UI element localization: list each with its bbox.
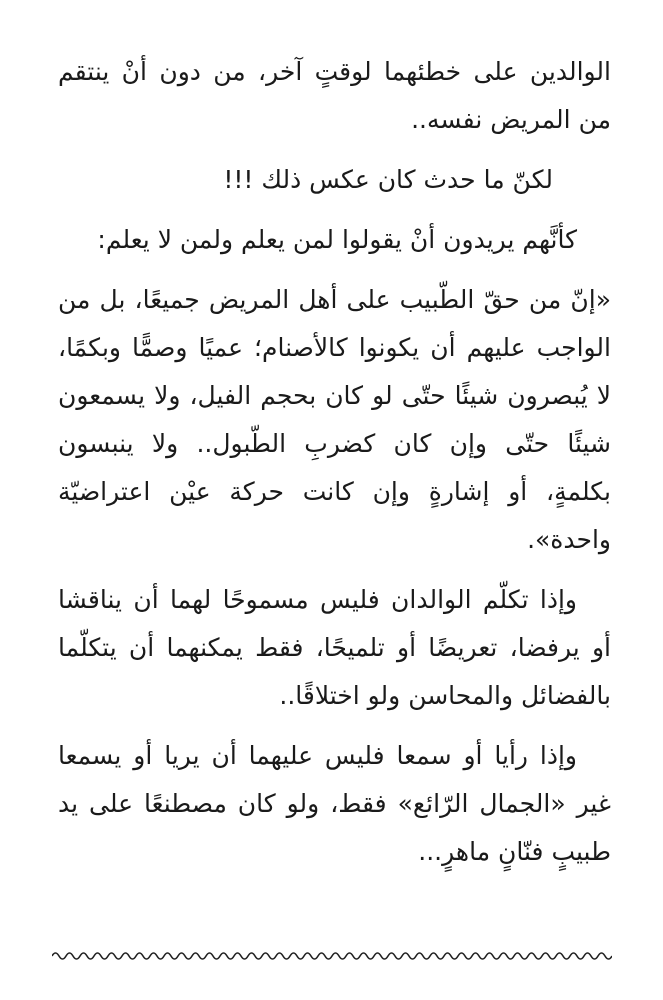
body-text: [58, 48, 611, 888]
paragraph-intro-quote: كأنَّهم يريدون أنْ يقولوا لمن يعلم ولمن لا يعلم:: [97, 225, 577, 254]
paragraph-continuation: الوالدين على خطئهما لوقتٍ آخر، من دون أنْ ينتقم من المريض نفسه..: [58, 57, 611, 134]
paragraph-parents-speak: وإذا تكلّم الوالدان فليس مسموحًا لهما أن يناقشا أو يرفضا، تعريضًا أو تلميحًا، فقط يمكنهما أن يتكلّما بالفضائل والمحاسن ولو اختلاقًا..: [58, 585, 611, 710]
wavy-divider-ornament: [52, 946, 612, 966]
paragraph-exclamation: لكنّ ما حدث كان عكس ذلك !!!: [223, 165, 553, 194]
paragraph-parents-see: وإذا رأيا أو سمعا فليس عليهما أن يريا أو يسمعا غير «الجمال الرّائع» فقط، ولو كان مصطنعًا على يد طبيبٍ فنّانٍ ماهرٍ...: [58, 741, 611, 866]
paragraph-quotation: «إنّ من حقّ الطّبيب على أهل المريض جميعًا، بل من الواجب عليهم أن يكونوا كالأصنام؛ عميًا وصمًّا وبكمًا، لا يُبصرون شيئًا حتّى لو كان بحجم الفيل، ولا يسمعون شيئًا حتّى وإن كان كضربِ الطّبول.. ولا ينبسون بكلمةٍ، أو إشارةٍ وإن كانت حركة عيْن اعتراضيّة واحدة».: [58, 285, 611, 554]
